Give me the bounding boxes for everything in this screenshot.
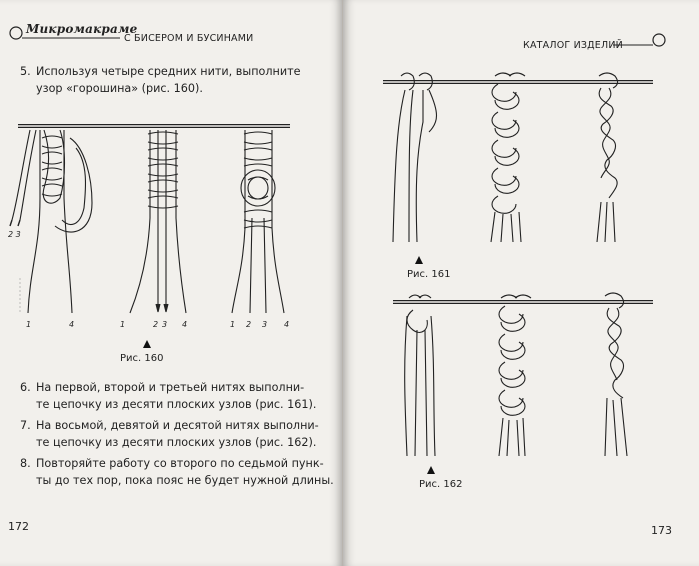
fig160-label: 2 [153,320,159,329]
right-page [343,0,699,566]
page-number-left: 172 [8,520,29,533]
fig160-label: 1 [26,320,32,329]
fig160-label: 4 [284,320,290,329]
fig160-label: 1 [120,320,126,329]
step-6: 6. На первой, второй и третьей нитях выполни- те цепочку из десяти плоских узлов (рис. 161). [20,381,317,411]
fig160-label: 2 [246,320,252,329]
right-running-header: КАТАЛОГ ИЗДЕЛИЙ [523,40,623,51]
fig160-left-labels: 2 3 [8,230,21,239]
triangle-marker-icon [143,340,151,348]
figure-161 [343,62,699,262]
left-page [0,0,343,566]
fig160-label: 3 [162,320,168,329]
figure-160 [0,108,342,338]
fig161-caption: Рис. 161 [407,256,450,280]
fig162-caption: Рис. 162 [419,466,462,490]
step-5: 5. Используя четыре средних нити, выполните узор «горошина» (рис. 160). [20,65,301,95]
fig160-label: 4 [182,320,188,329]
triangle-marker-icon [427,466,435,474]
fig160-caption: Рис. 160 [120,340,163,364]
figure-162 [343,286,699,466]
page-number-right: 173 [651,524,672,537]
triangle-marker-icon [415,256,423,264]
step-7: 7. На восьмой, девятой и десятой нитях выполни- те цепочку из десяти плоских узлов (рис. 162). [20,419,319,449]
step-8: 8. Повторяйте работу со второго по седьмой пунк- ты до тех пор, пока пояс не будет нужной длины. [20,457,334,487]
fig160-label: 1 [230,320,236,329]
left-running-header: С БИСЕРОМ И БУСИНАМИ [124,33,254,44]
fig160-label: 3 [262,320,268,329]
fig160-label: 4 [69,320,75,329]
header-ornament-right [343,0,699,60]
brand-title: Микромакраме [26,22,138,36]
